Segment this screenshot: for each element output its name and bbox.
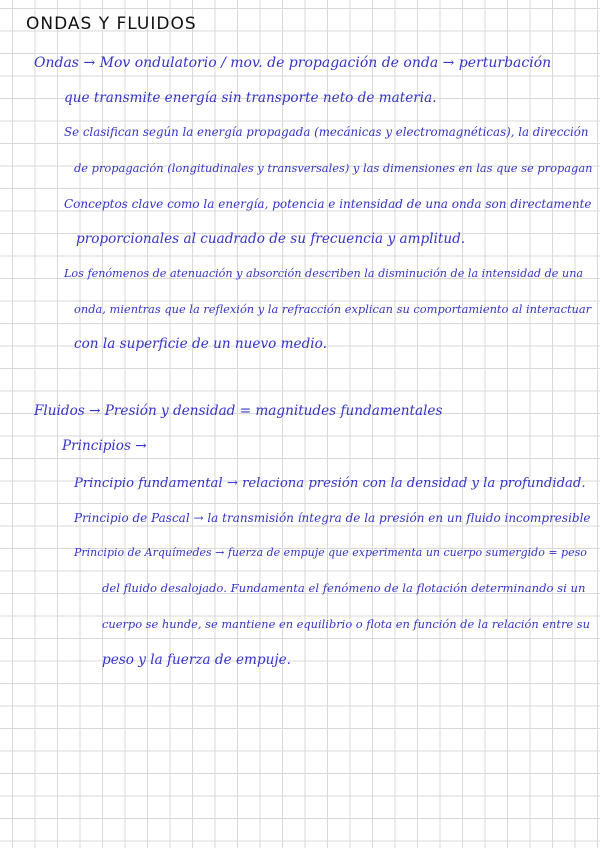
note-line: Conceptos clave como la energía, potencia e intensidad de una onda son directamente xyxy=(64,197,592,211)
note-line: del fluido desalojado. Fundamenta el fenómeno de la flotación determinando si un xyxy=(102,581,586,595)
note-line: Los fenómenos de atenuación y absorción describen la disminución de la intensidad de una xyxy=(64,267,584,280)
note-line: Ondas → Mov ondulatorio / mov. de propagación de onda → perturbación xyxy=(34,55,552,71)
note-line: proporcionales al cuadrado de su frecuencia y amplitud. xyxy=(76,231,466,247)
note-line: Fluidos → Presión y densidad = magnitudes fundamentales xyxy=(34,403,443,419)
note-line: Principio fundamental → relaciona presión con la densidad y la profundidad. xyxy=(74,476,586,491)
page-title: ONDAS Y FLUIDOS xyxy=(26,14,197,34)
note-line: peso y la fuerza de empuje. xyxy=(102,652,291,668)
note-line: cuerpo se hunde, se mantiene en equilibrio o flota en función de la relación entre su xyxy=(102,617,590,631)
note-line: con la superficie de un nuevo medio. xyxy=(74,336,327,352)
note-line: Principios → xyxy=(62,438,147,454)
note-line: que transmite energía sin transporte neto de materia. xyxy=(64,90,437,106)
note-line: de propagación (longitudinales y transversales) y las dimensiones en las que se propagan xyxy=(74,161,593,175)
note-line: Se clasifican según la energía propagada (mecánicas y electromagnéticas), la dirección xyxy=(64,125,589,139)
note-line: Principio de Pascal → la transmisión íntegra de la presión en un fluido incompresible xyxy=(74,511,591,525)
note-line: Principio de Arquímedes → fuerza de empuje que experimenta un cuerpo sumergido = peso xyxy=(74,546,587,559)
note-line: onda, mientras que la reflexión y la refracción explican su comportamiento al interactuar xyxy=(74,302,592,316)
